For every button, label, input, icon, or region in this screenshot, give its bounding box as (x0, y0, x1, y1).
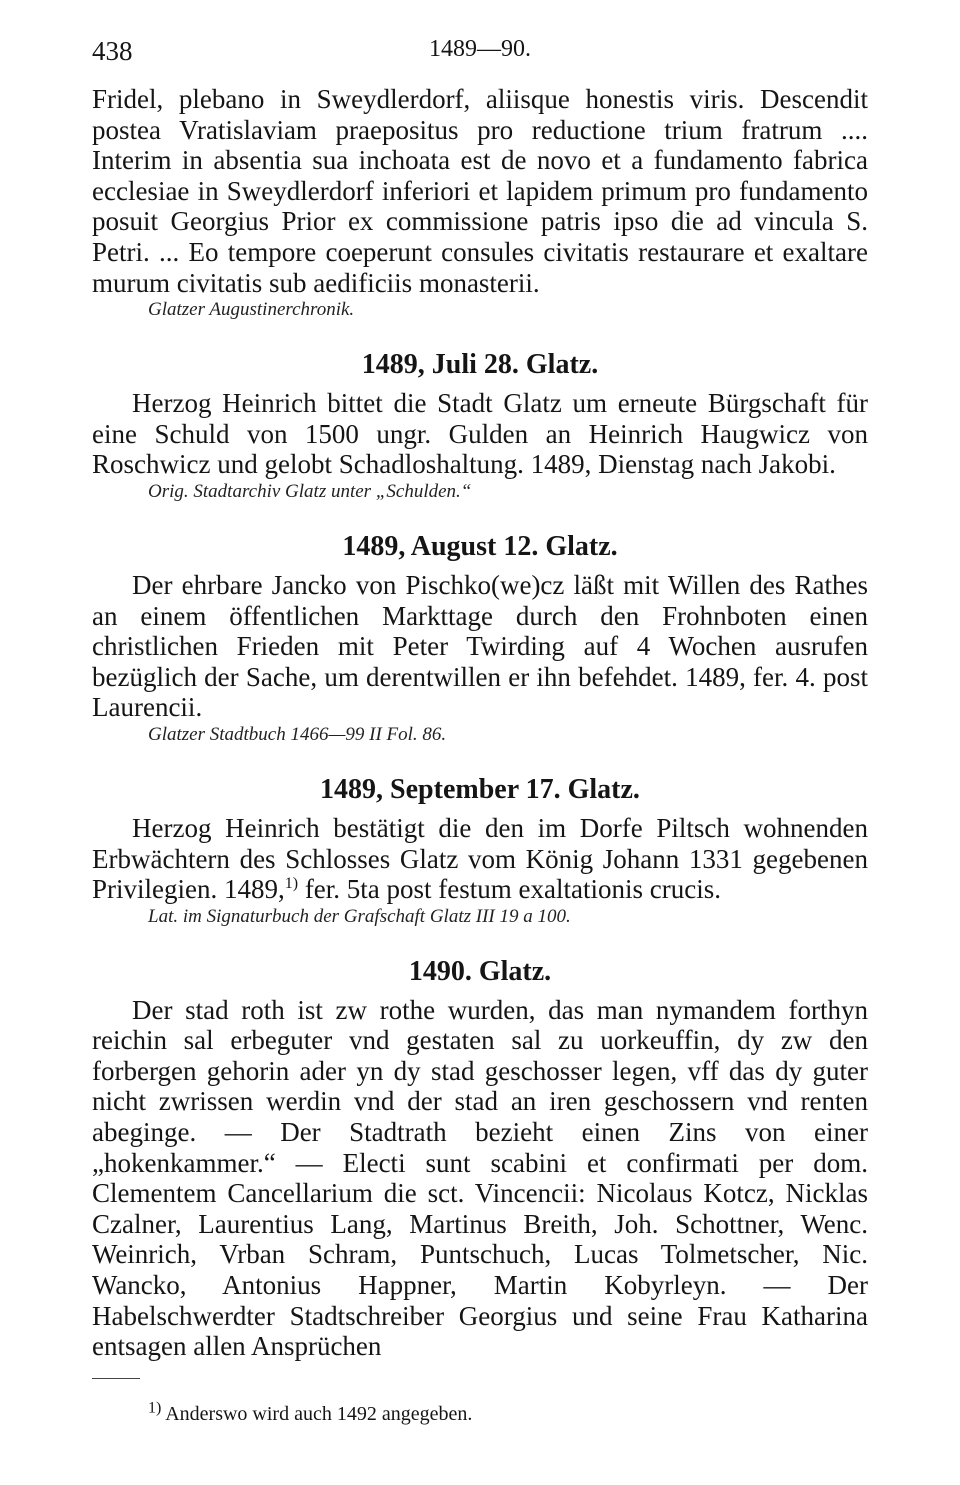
entry-heading-1489-september-17: 1489, September 17. Glatz. (320, 773, 640, 805)
entry-source-1489-september-17: Lat. im Signaturbuch der Grafschaft Glatz III 19 a 100. (148, 905, 571, 927)
footnote (148, 1401, 868, 1427)
entry-text-part-before-note: Herzog Heinrich bestätigt die den im Dorfe Piltsch wohnenden Erbwächtern des Schlosses Glatz vom König Johann 1331 gegebenen Privilegien. 1489, (92, 812, 868, 905)
intro-text: Fridel, plebano in Sweydlerdorf, aliisque honestis viris. Descendit postea Vratislaviam praepositus pro reductione trium fratrum .... Interim in absentia sua inchoata est de novo et a fundamento fabrica ecclesiae in Sweydlerdorf inferiori et lapidem primum pro fundamento posuit Georgius Prior ex commissione patris ipso die ad vincula S. Petri. ... Eo tempore coeperunt consules civitatis restaurare et exaltare murum civitatis sub aedificiis monasterii. (92, 84, 868, 298)
footnote-mark: 1) (148, 1399, 162, 1417)
entry-text-1490: Der stad roth ist zw rothe wurden, das man nymandem forthyn reichin sal erbeguter vnd gestaten sal zu uorkeuffin, dy zw den forbergen gehorin ader yn dy stad geschosser legen, vff das dy guter nicht zwrissen werdin vnd der stad an iren geschossern vnd renten abeginge. — Der Stadtrath bezieht einen Zins von einer „hokenkammer.“ — Electi sunt scabini et confirmati per dom. Clementem Cancellarium die sct. Vincencii: Nicolaus Kotcz, Nicklas Czalner, Laurentius Lang, Martinus Breith, Joh. Schottner, Wenc. Weinrich, Vrban Schram, Puntschuch, Lucas Tolmetscher, Nic. Wancko, Antonius Happner, Martin Kobyrleyn. — Der Habelschwerdter Stadtschreiber Georgius und seine Frau Katharina entsagen allen Ansprüchen (92, 994, 868, 1362)
entry-text-1489-september-17 (92, 813, 868, 905)
entry-heading-1489-august-12: 1489, August 12. Glatz. (342, 530, 618, 562)
page-number: 438 (92, 36, 133, 66)
intro-source: Glatzer Augustinerchronik. (148, 299, 355, 321)
footnote-text: Anderswo wird auch 1492 angegeben. (161, 1402, 473, 1425)
entry-source-1489-august-12: Glatzer Stadtbuch 1466—99 II Fol. 86. (148, 723, 447, 745)
entry-text-1489-august-12: Der ehrbare Jancko von Pischko(we)cz läßt mit Willen des Rathes an einem öffentlichen Markttage durch den Frohnboten einen christlichen Frieden mit Peter Twirding auf 4 Wochen ausrufen bezüglich der Sache, um derentwillen er ihn befehdet. 1489, fer. 4. post Laurencii. (92, 569, 868, 723)
entry-heading-1490: 1490. Glatz. (408, 955, 552, 987)
running-head (92, 36, 868, 84)
footnote-reference-mark: 1) (284, 875, 299, 893)
entry-text-part-after-note: fer. 5ta post festum exaltationis crucis. (298, 874, 721, 905)
footnote-divider (92, 1378, 140, 1379)
entry-heading-1489-juli-28: 1489, Juli 28. Glatz. (361, 349, 599, 381)
entry-text-1489-juli-28: Herzog Heinrich bittet die Stadt Glatz um erneute Bürgschaft für eine Schuld von 1500 ungr. Gulden an Heinrich Haugwicz von Roschwicz und gelobt Schadloshaltung. 1489, Dienstag nach Jakobi. (92, 388, 868, 480)
header-years: 1489—90. (429, 36, 531, 62)
entry-source-1489-juli-28: Orig. Stadtarchiv Glatz unter „Schulden.“ (148, 480, 472, 502)
